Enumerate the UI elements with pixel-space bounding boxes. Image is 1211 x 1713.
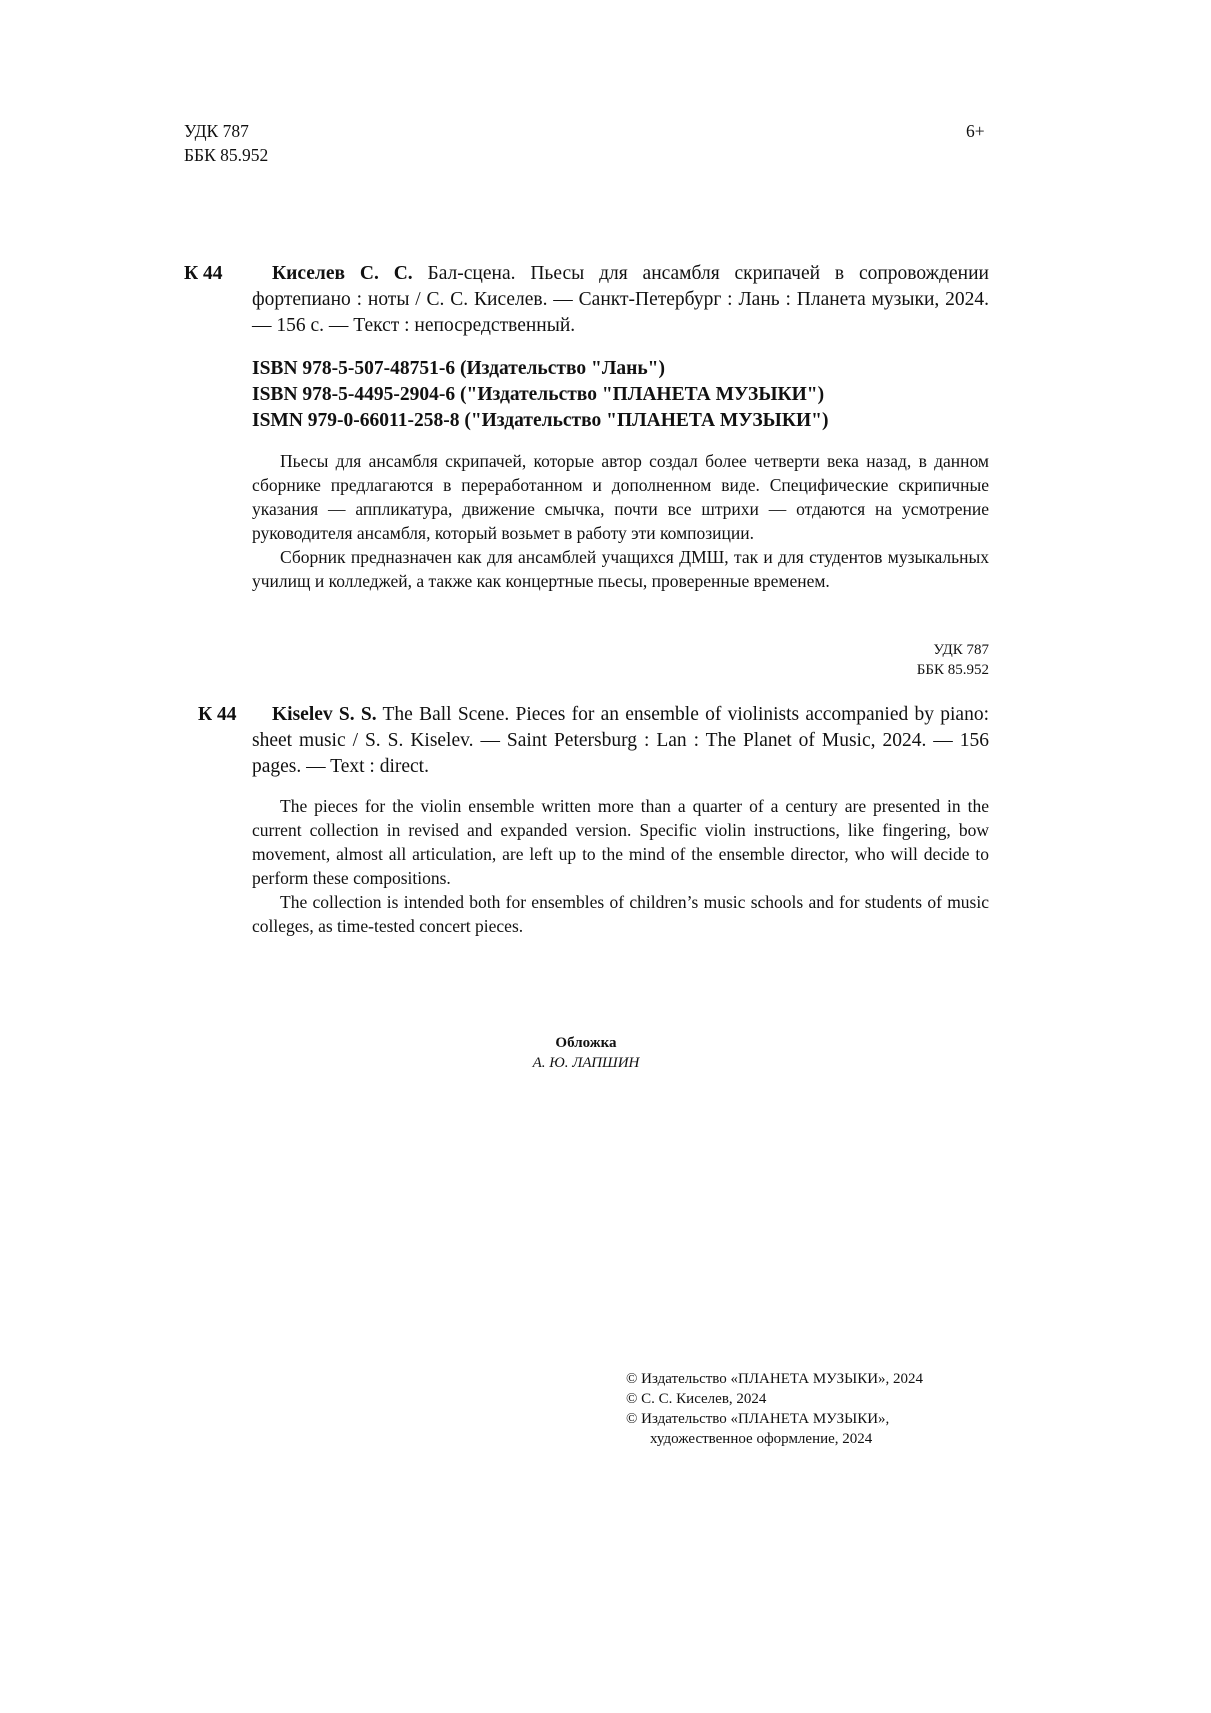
top-bbk: ББК 85.952: [184, 145, 269, 165]
top-udc-bbk: [184, 119, 268, 167]
ru-entry-author: Киселев С. С.: [272, 263, 413, 284]
ru-udc-bbk: [789, 640, 989, 680]
cover-credit: [436, 1033, 736, 1073]
age-rating: 6+: [966, 121, 985, 141]
en-entry-description: The Ball Scene. Pieces for an ensemble of violinists accompanied by piano: sheet music / S. S. Kiselev. — Saint Petersburg : Lan : The Planet of Music, 2024. — 156 pages. — Text : direct.: [252, 704, 989, 777]
ru-abstract-paragraph: Сборник предназначен как для ансамблей учащихся ДМШ, так и для студентов музыкальных училищ и колледжей, а также как концертные пьесы, проверенные временем.: [252, 547, 989, 591]
en-abstract-paragraph: The pieces for the violin ensemble written more than a quarter of a century are presented in the current collection in revised and expanded version. Specific violin instructions, like fingering, bow movement, almost all articulation, are left up to the mind of the ensemble director, who will decide to perform these compositions.: [252, 796, 989, 888]
copyright-line: © Издательство «ПЛАНЕТА МУЗЫКИ», 2024: [626, 1371, 924, 1387]
isbn-planeta: ISBN 978-5-4495-2904-6 ("Издательство "ПЛАНЕТА МУЗЫКИ"): [252, 384, 825, 405]
ru-udc: УДК 787: [933, 642, 989, 658]
copyright-line: © Издательство «ПЛАНЕТА МУЗЫКИ»,: [626, 1411, 890, 1427]
copyright-line: © С. С. Киселев, 2024: [626, 1391, 767, 1407]
en-abstract-paragraph: The collection is intended both for ensembles of children’s music schools and for students of music colleges, as time-tested concert pieces.: [252, 892, 989, 936]
ru-abstract: [252, 449, 989, 593]
en-entry-body: [252, 702, 989, 780]
ru-entry-code: К 44: [184, 263, 223, 284]
ru-bbk: ББК 85.952: [916, 662, 989, 678]
ru-abstract-paragraph: Пьесы для ансамбля скрипачей, которые автор создал более четверти века назад, в данном сборнике предлагаются в переработанном и дополненном виде. Специфические скрипичные указания — аппликатура, движение смычка, почти все штрихи — отдаются на усмотрение руководителя ансамбля, который возьмет в работу эти композиции.: [252, 451, 989, 543]
isbn-block: [252, 356, 989, 434]
ru-entry-description: Бал-сцена. Пьесы для ансамбля скрипачей в сопровождении фортепиано : ноты / С. С. Киселев. — Санкт-Петербург : Лань : Планета музыки, 2024. — 156 с. — Текст : непосредственный.: [252, 263, 989, 336]
en-abstract: [252, 794, 989, 938]
cover-label: Обложка: [555, 1035, 617, 1051]
copyright-line: художественное оформление, 2024: [650, 1431, 873, 1447]
cover-artist: А. Ю. ЛАПШИН: [532, 1055, 640, 1071]
isbn-lan: ISBN 978-5-507-48751-6 (Издательство "Лань"): [252, 358, 665, 379]
ismn-planeta: ISMN 979-0-66011-258-8 ("Издательство "ПЛАНЕТА МУЗЫКИ"): [252, 410, 829, 431]
ru-entry-body: [252, 261, 989, 339]
en-entry-author: Kiselev S. S.: [272, 704, 377, 725]
copyright-block: [626, 1369, 1006, 1449]
en-entry-code: К 44: [198, 704, 237, 725]
top-udc: УДК 787: [184, 121, 249, 141]
